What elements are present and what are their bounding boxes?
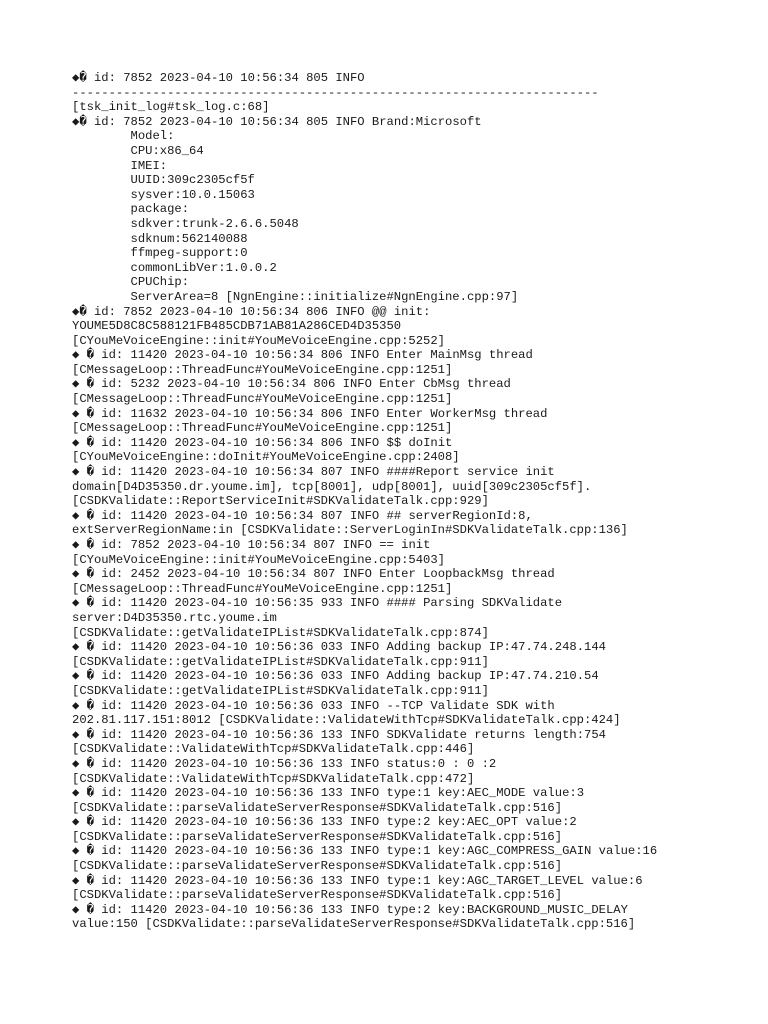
log-line: commonLibVer:1.0.0.2 bbox=[72, 260, 277, 275]
log-line: [CSDKValidate::ValidateWithTcp#SDKValidateTalk.cpp:472] bbox=[72, 771, 475, 786]
log-line: sdknum:562140088 bbox=[72, 231, 248, 246]
log-text-block bbox=[72, 71, 762, 932]
log-line: ◆ � id: 11420 2023-04-10 10:56:36 133 INFO type:1 key:AEC_MODE value:3 bbox=[72, 786, 585, 801]
log-line: [CSDKValidate::ReportServiceInit#SDKValidateTalk.cpp:929] bbox=[72, 494, 489, 509]
log-line: CPUChip: bbox=[72, 275, 190, 290]
log-line: [tsk_init_log#tsk_log.c:68] bbox=[72, 100, 270, 115]
log-line: sdkver:trunk-2.6.6.5048 bbox=[72, 216, 299, 231]
log-line: ◆ � id: 11420 2023-04-10 10:56:36 033 INFO Adding backup IP:47.74.248.144 bbox=[72, 640, 606, 655]
log-line: ◆ � id: 11632 2023-04-10 10:56:34 806 INFO Enter WorkerMsg thread bbox=[72, 406, 548, 421]
log-line: [CSDKValidate::getValidateIPList#SDKValidateTalk.cpp:911] bbox=[72, 654, 489, 669]
log-line: 202.81.117.151:8012 [CSDKValidate::ValidateWithTcp#SDKValidateTalk.cpp:424] bbox=[72, 713, 621, 728]
log-line: ◆ � id: 11420 2023-04-10 10:56:34 806 INFO $$ doInit bbox=[72, 435, 453, 450]
log-line: domain[D4D35350.dr.youme.im], tcp[8001], udp[8001], uuid[309c2305cf5f]. bbox=[72, 479, 592, 494]
log-line: [CMessageLoop::ThreadFunc#YouMeVoiceEngine.cpp:1251] bbox=[72, 581, 453, 596]
log-line: [CSDKValidate::parseValidateServerResponse#SDKValidateTalk.cpp:516] bbox=[72, 829, 563, 844]
log-line: ------------------------------------------------------------------------ bbox=[72, 85, 599, 100]
log-line: ◆ � id: 11420 2023-04-10 10:56:36 133 INFO SDKValidate returns length:754 bbox=[72, 727, 606, 742]
log-line: [CSDKValidate::parseValidateServerResponse#SDKValidateTalk.cpp:516] bbox=[72, 800, 563, 815]
log-line: [CYouMeVoiceEngine::doInit#YouMeVoiceEngine.cpp:2408] bbox=[72, 450, 460, 465]
log-line: server:D4D35350.rtc.youme.im bbox=[72, 610, 277, 625]
log-line: ◆ � id: 11420 2023-04-10 10:56:36 133 INFO type:2 key:BACKGROUND_MUSIC_DELAY bbox=[72, 902, 628, 917]
log-line: ◆ � id: 11420 2023-04-10 10:56:34 807 INFO ## serverRegionId:8, bbox=[72, 508, 533, 523]
log-line: ◆ � id: 11420 2023-04-10 10:56:36 133 INFO status:0 : 0 :2 bbox=[72, 756, 497, 771]
log-line: CPU:x86_64 bbox=[72, 143, 204, 158]
log-line: ◆� id: 7852 2023-04-10 10:56:34 806 INFO @@ init: bbox=[72, 304, 431, 319]
log-line: ffmpeg-support:0 bbox=[72, 246, 248, 261]
log-line: UUID:309c2305cf5f bbox=[72, 173, 255, 188]
log-line: ◆ � id: 11420 2023-04-10 10:56:34 807 INFO ####Report service init bbox=[72, 465, 555, 480]
log-line: ◆ � id: 11420 2023-04-10 10:56:36 133 INFO type:2 key:AEC_OPT value:2 bbox=[72, 815, 577, 830]
log-line: ◆ � id: 5232 2023-04-10 10:56:34 806 INFO Enter CbMsg thread bbox=[72, 377, 511, 392]
log-line: [CMessageLoop::ThreadFunc#YouMeVoiceEngine.cpp:1251] bbox=[72, 421, 453, 436]
log-line: sysver:10.0.15063 bbox=[72, 187, 255, 202]
log-line: [CSDKValidate::ValidateWithTcp#SDKValidateTalk.cpp:446] bbox=[72, 742, 475, 757]
log-line: [CYouMeVoiceEngine::init#YouMeVoiceEngine.cpp:5252] bbox=[72, 333, 445, 348]
log-line: [CYouMeVoiceEngine::init#YouMeVoiceEngine.cpp:5403] bbox=[72, 552, 445, 567]
log-line: value:150 [CSDKValidate::parseValidateServerResponse#SDKValidateTalk.cpp:516] bbox=[72, 917, 636, 932]
log-line: YOUME5D8C8C588121FB485CDB71AB81A286CED4D35350 bbox=[72, 319, 402, 334]
log-line: [CSDKValidate::parseValidateServerResponse#SDKValidateTalk.cpp:516] bbox=[72, 888, 563, 903]
log-line: extServerRegionName:in [CSDKValidate::ServerLoginIn#SDKValidateTalk.cpp:136] bbox=[72, 523, 628, 538]
log-line: [CMessageLoop::ThreadFunc#YouMeVoiceEngine.cpp:1251] bbox=[72, 362, 453, 377]
log-line: ◆� id: 7852 2023-04-10 10:56:34 805 INFO Brand:Microsoft bbox=[72, 114, 482, 129]
log-line: ◆ � id: 11420 2023-04-10 10:56:35 933 INFO #### Parsing SDKValidate bbox=[72, 596, 563, 611]
log-line: IMEI: bbox=[72, 158, 168, 173]
log-line: [CSDKValidate::parseValidateServerResponse#SDKValidateTalk.cpp:516] bbox=[72, 859, 563, 874]
log-line: ◆ � id: 7852 2023-04-10 10:56:34 807 INFO == init bbox=[72, 538, 431, 552]
log-line: ◆ � id: 11420 2023-04-10 10:56:36 133 INFO type:1 key:AGC_COMPRESS_GAIN value:16 bbox=[72, 844, 658, 859]
log-line: Model: bbox=[72, 129, 175, 144]
log-line: ◆ � id: 2452 2023-04-10 10:56:34 807 INFO Enter LoopbackMsg thread bbox=[72, 567, 555, 582]
log-line: ServerArea=8 [NgnEngine::initialize#NgnEngine.cpp:97] bbox=[72, 289, 519, 304]
log-line: ◆ � id: 11420 2023-04-10 10:56:36 133 INFO type:1 key:AGC_TARGET_LEVEL value:6 bbox=[72, 873, 643, 888]
log-line: ◆ � id: 11420 2023-04-10 10:56:36 033 INFO Adding backup IP:47.74.210.54 bbox=[72, 669, 599, 684]
log-line: [CMessageLoop::ThreadFunc#YouMeVoiceEngine.cpp:1251] bbox=[72, 392, 453, 407]
log-line: package: bbox=[72, 202, 190, 217]
log-line: ◆ � id: 11420 2023-04-10 10:56:36 033 INFO --TCP Validate SDK with bbox=[72, 698, 555, 713]
log-line: ◆ � id: 11420 2023-04-10 10:56:34 806 INFO Enter MainMsg thread bbox=[72, 348, 533, 363]
log-line: ◆� id: 7852 2023-04-10 10:56:34 805 INFO bbox=[72, 71, 365, 85]
log-line: [CSDKValidate::getValidateIPList#SDKValidateTalk.cpp:911] bbox=[72, 683, 489, 698]
log-line: [CSDKValidate::getValidateIPList#SDKValidateTalk.cpp:874] bbox=[72, 625, 489, 640]
